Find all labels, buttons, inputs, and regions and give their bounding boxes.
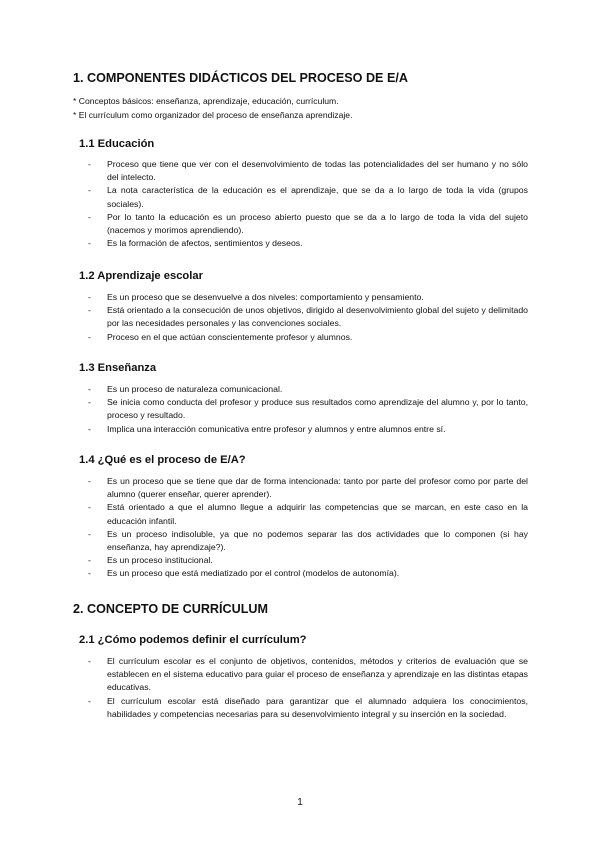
bullet-dash: - (88, 211, 91, 222)
list-item: - El currículum escolar es el conjunto de objetivos, contenidos, métodos y criterios de evaluación que se establecen en el sistema educativo para guiar el proceso de enseñanza y aprendizaje en las distintas etapas educativas. (88, 656, 528, 693)
list-item: - Es un proceso indisoluble, ya que no podemos separar las dos actividades que lo componen (si hay enseñanza, hay aprendizaje?). (88, 528, 528, 553)
bullet-dash: - (88, 292, 91, 302)
bullet-dash: - (88, 159, 91, 169)
bullet-dash: - (88, 397, 91, 408)
list-item: - Es un proceso de naturaleza comunicacional. (88, 383, 528, 396)
subsection-1-4-list (88, 475, 528, 581)
basics-line-1: * Conceptos básicos: enseñanza, aprendizaje, educación, currículum. (73, 96, 339, 106)
section-1-title: 1. COMPONENTES DIDÁCTICOS DEL PROCESO DE E/A (73, 71, 408, 85)
bullet-dash: - (88, 695, 91, 706)
list-item: - Es un proceso institucional. (88, 554, 528, 567)
subsection-1-1-list (88, 158, 528, 250)
subsection-1-2-title: 1.2 Aprendizaje escolar (79, 270, 203, 282)
subsection-1-2-list (88, 291, 528, 344)
subsection-2-1-title: 2.1 ¿Cómo podemos definir el currículum? (79, 634, 307, 646)
list-item: - Está orientado a que el alumno llegue a adquirir las competencias que se marcan, en este caso en la educación infantil. (88, 502, 528, 526)
basic-concepts (73, 94, 352, 122)
bullet-dash: - (88, 423, 91, 434)
list-item: - Es un proceso que está mediatizado por el control (modelos de autonomía). (88, 567, 528, 580)
list-item: - Proceso que tiene que ver con el desenvolvimiento de todas las potencialidades del ser humano y no sólo del intelecto. (88, 159, 528, 183)
subsection-1-3-title: 1.3 Enseñanza (79, 362, 157, 374)
list-item: - Se inicia como conducta del profesor y produce sus resultados como aprendizaje del alumno y, por lo tanto, proceso y resultado. (88, 397, 528, 421)
bullet-dash: - (88, 656, 91, 666)
bullet-dash: - (88, 568, 91, 579)
bullet-dash: - (88, 305, 91, 316)
list-item: - Proceso en el que actúan conscientemente profesor y alumnos. (88, 331, 528, 344)
page-number: 1 (297, 797, 303, 808)
section-2-title: 2. CONCEPTO DE CURRÍCULUM (73, 602, 268, 616)
subsection-1-3-list (88, 383, 528, 436)
list-item: - Es un proceso que se tiene que dar de forma intencionada: tanto por parte del profesor como por parte del alumno (querer enseñar, querer aprender). (88, 476, 528, 500)
basics-line-2: * El currículum como organizador del proceso de enseñanza aprendizaje. (73, 110, 353, 120)
bullet-dash: - (88, 476, 91, 486)
list-item: - El currículum escolar está diseñado para garantizar que el alumnado adquiera los conocimientos, habilidades y competencias necesarias para su desenvolvimiento integral y su inserción en la sociedad. (88, 695, 528, 719)
list-item: - Está orientado a la consecución de unos objetivos, dirigido al desenvolvimiento global del sujeto y delimitado por las necesidades personales y las convenciones sociales. (88, 305, 528, 329)
bullet-dash: - (88, 528, 91, 539)
list-item: - Es un proceso que se desenvuelve a dos niveles: comportamiento y pensamiento. (88, 291, 528, 304)
bullet-dash: - (88, 384, 91, 394)
bullet-dash: - (88, 555, 91, 566)
subsection-1-1-title: 1.1 Educación (79, 138, 155, 150)
list-item: - La nota característica de la educación es el aprendizaje, que se da a lo largo de toda la vida (grupos sociales). (88, 185, 528, 209)
bullet-dash: - (88, 502, 91, 513)
bullet-dash: - (88, 185, 91, 196)
bullet-dash: - (88, 331, 91, 342)
list-item: - Implica una interacción comunicativa entre profesor y alumnos y entre alumnos entre sí. (88, 423, 528, 436)
subsection-1-4-title: 1.4 ¿Qué es el proceso de E/A? (79, 454, 246, 466)
bullet-dash: - (88, 238, 91, 249)
list-item: - Por lo tanto la educación es un proceso abierto puesto que se da a lo largo de toda la vida del sujeto (nacemos y morimos aprendiendo). (88, 211, 528, 236)
list-item: - Es la formación de afectos, sentimientos y deseos. (88, 237, 528, 250)
subsection-2-1-list (88, 655, 528, 721)
